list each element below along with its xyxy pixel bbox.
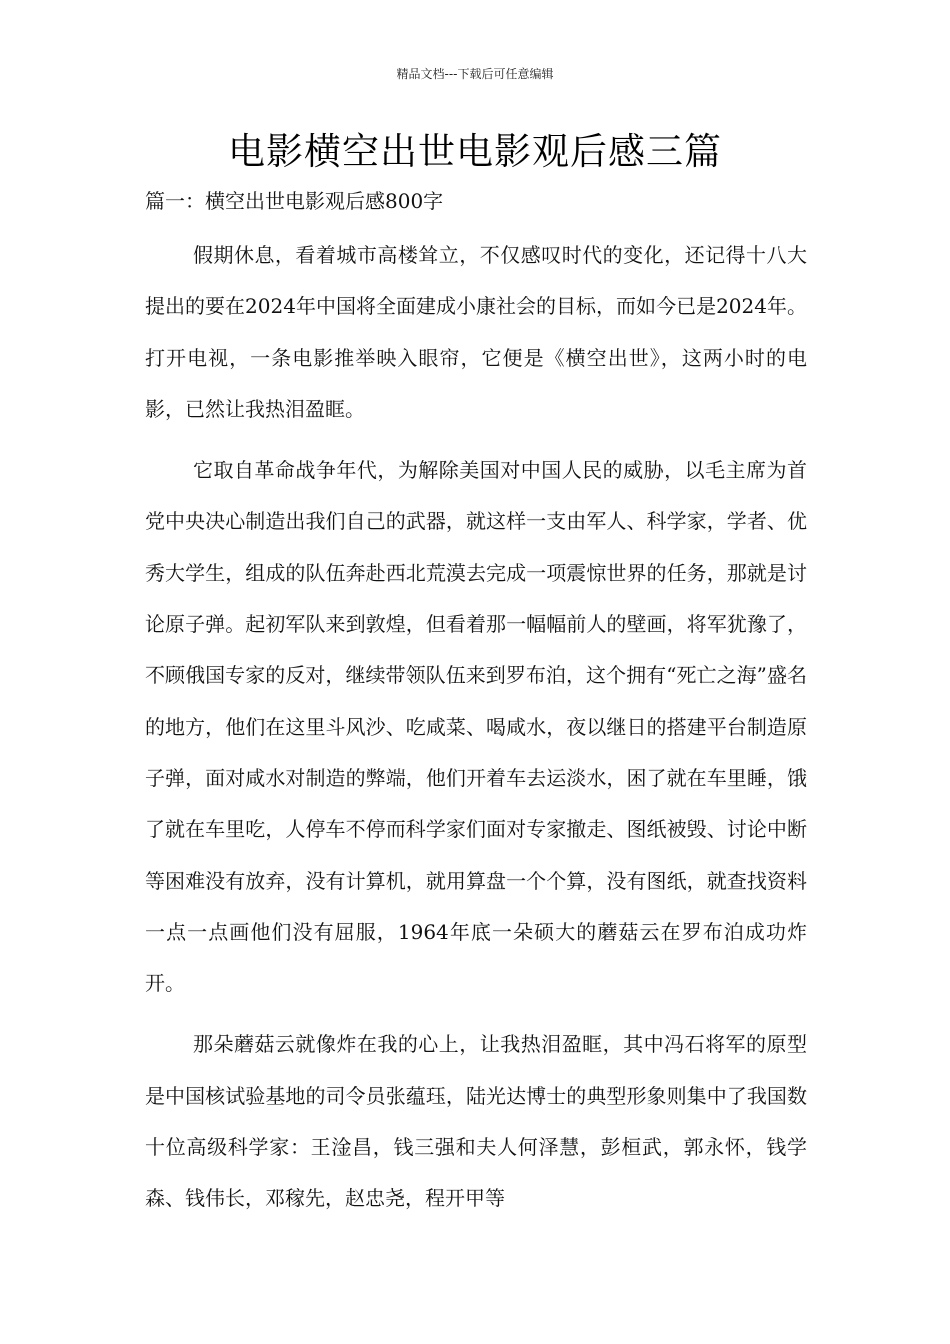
paragraph: 它取自革命战争年代，为解除美国对中国人民的威胁，以毛主席为首党中央决心制造出我们自己的武器，就这样一支由军人、科学家，学者、优秀大学生，组成的队伍奔赴西北荒漠去完成一项震惊世界的任务，那就是讨论原子弹。起初军队来到敦煌，但看着那一幅幅前人的壁画，将军犹豫了，不顾俄国专家的反对，继续带领队伍来到罗布泊，这个拥有“死亡之海”盛名的地方，他们在这里斗风沙、吃咸菜、喝咸水，夜以继日的搭建平台制造原子弹，面对咸水对制造的弊端，他们开着车去运淡水，困了就在车里睡，饿了就在车里吃，人停车不停而科学家们面对专家撤走、图纸被毁、讨论中断等困难没有放弃，没有计算机，就用算盘一个个算，没有图纸，就查找资料一点一点画他们没有屈服，1964年底一朵硕大的蘑菇云在罗布泊成功炸开。 [145,458,807,996]
document-body [145,230,807,1235]
paragraph: 假期休息，看着城市高楼耸立，不仅感叹时代的变化，还记得十八大提出的要在2024年中国将全面建成小康社会的目标，而如今已是2024年。打开电视，一条电影推举映入眼帘，它便是《横空出世》，这两小时的电影，已然让我热泪盈眶。 [145,243,807,421]
paragraph: 那朵蘑菇云就像炸在我的心上，让我热泪盈眶，其中冯石将军的原型是中国核试验基地的司令员张蕴珏，陆光达博士的典型形象则集中了我国数十位高级科学家：王淦昌，钱三强和夫人何泽慧，彭桓武，郭永怀，钱学森、钱伟长，邓稼先，赵忠尧，程开甲等 [145,1032,807,1211]
page-header: 精品文档---下载后可任意编辑 [396,67,554,81]
section-subtitle: 篇一：横空出世电影观后感800字 [145,189,444,213]
document-title: 电影横空出世电影观后感三篇 [228,130,722,173]
